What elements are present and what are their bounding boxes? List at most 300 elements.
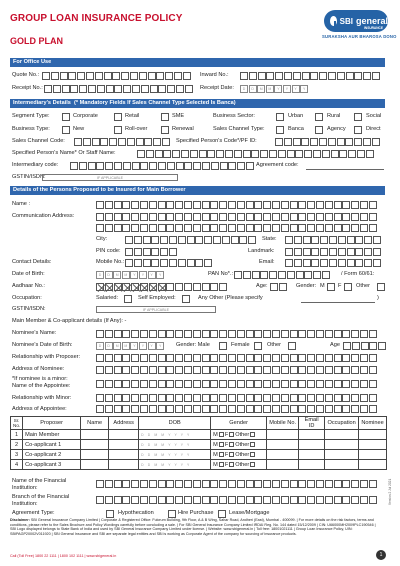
input-cell[interactable] [95, 72, 103, 80]
input-cell[interactable] [193, 201, 201, 209]
input-cell[interactable] [79, 162, 87, 170]
input-cell[interactable] [310, 138, 318, 146]
nominee-female-checkbox[interactable] [254, 342, 262, 350]
input-cell[interactable] [254, 366, 262, 374]
input-cell[interactable] [360, 496, 368, 504]
input-cell[interactable] [334, 224, 342, 232]
input-cell[interactable] [228, 330, 236, 338]
input-cell[interactable] [184, 201, 192, 209]
input-cell[interactable] [122, 405, 130, 413]
input-cell[interactable] [143, 248, 151, 256]
input-cell[interactable] [130, 72, 138, 80]
input-cell[interactable] [360, 480, 368, 488]
input-cell[interactable] [311, 248, 319, 256]
input-cell[interactable] [298, 213, 306, 221]
input-cell[interactable] [337, 138, 345, 146]
date-cell[interactable]: Y [283, 85, 291, 93]
channel-agency-checkbox[interactable] [315, 126, 323, 134]
input-cell[interactable] [149, 213, 157, 221]
sp-code-input[interactable] [275, 138, 381, 146]
input-cell[interactable] [60, 72, 68, 80]
input-cell[interactable] [351, 496, 359, 504]
input-cell[interactable] [296, 271, 304, 279]
input-cell[interactable] [114, 85, 122, 93]
input-cell[interactable] [122, 201, 130, 209]
input-cell[interactable] [125, 259, 133, 267]
input-cell[interactable] [202, 405, 210, 413]
input-cell[interactable] [258, 72, 266, 80]
input-cell[interactable] [272, 366, 280, 374]
input-cell[interactable] [210, 213, 218, 221]
input-cell[interactable] [360, 366, 368, 374]
input-cell[interactable] [252, 271, 260, 279]
row-name-cell[interactable] [81, 450, 109, 460]
input-cell[interactable] [210, 496, 218, 504]
input-cell[interactable] [158, 224, 166, 232]
row-name-cell[interactable] [81, 430, 109, 440]
input-cell[interactable] [342, 496, 350, 504]
input-cell[interactable] [193, 283, 201, 291]
input-cell[interactable] [351, 405, 359, 413]
input-cell[interactable] [355, 259, 363, 267]
aadhaar-masked-cell[interactable] [105, 283, 113, 291]
row-mobile-cell[interactable] [267, 460, 299, 470]
input-cell[interactable] [207, 150, 215, 158]
input-cell[interactable] [228, 380, 236, 388]
input-cell[interactable] [263, 496, 271, 504]
input-cell[interactable] [237, 480, 245, 488]
input-cell[interactable] [228, 201, 236, 209]
input-cell[interactable] [351, 213, 359, 221]
input-cell[interactable] [251, 150, 259, 158]
input-cell[interactable] [193, 394, 201, 402]
input-cell[interactable] [285, 259, 293, 267]
occ-self-checkbox[interactable] [182, 295, 190, 303]
input-cell[interactable] [105, 224, 113, 232]
row-address-cell[interactable] [109, 440, 139, 450]
row-gender-o-box[interactable] [250, 432, 255, 437]
input-cell[interactable] [163, 150, 171, 158]
input-cell[interactable] [156, 72, 164, 80]
receipt-date-input[interactable] [240, 85, 308, 93]
input-cell[interactable] [320, 259, 328, 267]
row-gender-cell[interactable] [211, 460, 267, 470]
input-cell[interactable] [216, 150, 224, 158]
input-cell[interactable] [248, 236, 256, 244]
input-cell[interactable] [70, 162, 78, 170]
input-cell[interactable] [175, 330, 183, 338]
input-cell[interactable] [307, 405, 315, 413]
address-line2-input[interactable] [96, 224, 378, 232]
input-cell[interactable] [369, 330, 377, 338]
input-cell[interactable] [357, 150, 365, 158]
input-cell[interactable] [287, 150, 295, 158]
input-cell[interactable] [316, 496, 324, 504]
input-cell[interactable] [77, 72, 85, 80]
input-cell[interactable] [219, 366, 227, 374]
input-cell[interactable] [272, 213, 280, 221]
input-cell[interactable] [281, 330, 289, 338]
input-cell[interactable] [325, 380, 333, 388]
nominee-other-checkbox[interactable] [288, 342, 296, 350]
channel-banca-checkbox[interactable] [276, 126, 284, 134]
input-cell[interactable] [352, 342, 360, 350]
input-cell[interactable] [169, 259, 177, 267]
input-cell[interactable] [193, 496, 201, 504]
input-cell[interactable] [143, 236, 151, 244]
input-cell[interactable] [175, 405, 183, 413]
input-cell[interactable] [79, 85, 87, 93]
date-cell[interactable]: M [266, 85, 274, 93]
date-cell[interactable]: Y [148, 342, 156, 350]
input-cell[interactable] [114, 405, 122, 413]
input-cell[interactable] [114, 480, 122, 488]
date-cell[interactable]: M [122, 271, 130, 279]
input-cell[interactable] [210, 354, 218, 362]
input-cell[interactable] [278, 271, 286, 279]
input-cell[interactable] [347, 259, 355, 267]
input-cell[interactable] [281, 405, 289, 413]
input-cell[interactable] [149, 354, 157, 362]
input-cell[interactable] [105, 330, 113, 338]
input-cell[interactable] [342, 354, 350, 362]
input-cell[interactable] [228, 405, 236, 413]
input-cell[interactable] [246, 366, 254, 374]
input-cell[interactable] [342, 224, 350, 232]
input-cell[interactable] [96, 480, 104, 488]
input-cell[interactable] [127, 138, 135, 146]
date-cell[interactable]: D [240, 85, 248, 93]
input-cell[interactable] [298, 394, 306, 402]
input-cell[interactable] [272, 201, 280, 209]
pin-input[interactable] [125, 248, 178, 256]
input-cell[interactable] [131, 354, 139, 362]
input-cell[interactable] [342, 213, 350, 221]
input-cell[interactable] [184, 283, 192, 291]
input-cell[interactable] [166, 213, 174, 221]
nominee-address-input[interactable] [96, 366, 378, 374]
input-cell[interactable] [228, 394, 236, 402]
input-cell[interactable] [290, 496, 298, 504]
input-cell[interactable] [369, 342, 377, 350]
input-cell[interactable] [149, 162, 157, 170]
input-cell[interactable] [96, 394, 104, 402]
input-cell[interactable] [140, 162, 148, 170]
row-gender-cell[interactable] [211, 450, 267, 460]
input-cell[interactable] [298, 330, 306, 338]
input-cell[interactable] [346, 72, 354, 80]
input-cell[interactable] [369, 213, 377, 221]
date-cell[interactable]: D [96, 342, 104, 350]
input-cell[interactable] [172, 150, 180, 158]
input-cell[interactable] [228, 366, 236, 374]
input-cell[interactable] [140, 201, 148, 209]
input-cell[interactable] [290, 380, 298, 388]
input-cell[interactable] [351, 380, 359, 388]
input-cell[interactable] [269, 271, 277, 279]
input-cell[interactable] [210, 201, 218, 209]
input-cell[interactable] [263, 366, 271, 374]
input-cell[interactable] [158, 366, 166, 374]
input-cell[interactable] [105, 201, 113, 209]
age-input[interactable] [270, 283, 288, 291]
row-nominee-cell[interactable] [359, 450, 387, 460]
input-cell[interactable] [263, 394, 271, 402]
agreement-code-input[interactable] [306, 169, 384, 170]
input-cell[interactable] [51, 72, 59, 80]
segment-corporate-checkbox[interactable] [62, 113, 70, 121]
input-cell[interactable] [290, 394, 298, 402]
nominee-male-checkbox[interactable] [219, 342, 227, 350]
input-cell[interactable] [105, 354, 113, 362]
input-cell[interactable] [254, 201, 262, 209]
input-cell[interactable] [121, 72, 129, 80]
occ-other-input[interactable] [301, 302, 375, 303]
input-cell[interactable] [158, 394, 166, 402]
input-cell[interactable] [131, 213, 139, 221]
row-occupation-cell[interactable] [325, 450, 359, 460]
input-cell[interactable] [167, 162, 175, 170]
input-cell[interactable] [104, 72, 112, 80]
input-cell[interactable] [361, 342, 369, 350]
input-cell[interactable] [237, 366, 245, 374]
input-cell[interactable] [239, 236, 247, 244]
row-name-cell[interactable] [81, 460, 109, 470]
input-cell[interactable] [96, 213, 104, 221]
input-cell[interactable] [114, 496, 122, 504]
input-cell[interactable] [307, 213, 315, 221]
input-cell[interactable] [106, 85, 114, 93]
input-cell[interactable] [355, 248, 363, 256]
input-cell[interactable] [136, 138, 144, 146]
input-cell[interactable] [140, 394, 148, 402]
input-cell[interactable] [193, 366, 201, 374]
input-cell[interactable] [372, 72, 380, 80]
input-cell[interactable] [213, 236, 221, 244]
input-cell[interactable] [342, 480, 350, 488]
input-cell[interactable] [303, 248, 311, 256]
input-cell[interactable] [334, 496, 342, 504]
row-occupation-cell[interactable] [325, 440, 359, 450]
input-cell[interactable] [202, 283, 210, 291]
fin-branch-input[interactable] [96, 496, 378, 504]
input-cell[interactable] [184, 480, 192, 488]
input-cell[interactable] [369, 380, 377, 388]
input-cell[interactable] [202, 201, 210, 209]
input-cell[interactable] [158, 213, 166, 221]
date-cell[interactable]: D [105, 342, 113, 350]
input-cell[interactable] [329, 248, 337, 256]
input-cell[interactable] [187, 236, 195, 244]
input-cell[interactable] [272, 394, 280, 402]
input-cell[interactable] [254, 213, 262, 221]
input-cell[interactable] [140, 405, 148, 413]
input-cell[interactable] [372, 138, 380, 146]
input-cell[interactable] [334, 354, 342, 362]
input-cell[interactable] [219, 213, 227, 221]
input-cell[interactable] [295, 150, 303, 158]
row-nominee-cell[interactable] [359, 430, 387, 440]
input-cell[interactable] [202, 380, 210, 388]
input-cell[interactable] [114, 354, 122, 362]
channel-direct-checkbox[interactable] [354, 126, 362, 134]
input-cell[interactable] [211, 162, 219, 170]
nominee-age-input[interactable] [343, 342, 387, 350]
input-cell[interactable] [325, 366, 333, 374]
row-occupation-cell[interactable] [325, 460, 359, 470]
input-cell[interactable] [369, 354, 377, 362]
input-cell[interactable] [166, 496, 174, 504]
input-cell[interactable] [329, 236, 337, 244]
row-gender-f-box[interactable] [229, 462, 234, 467]
input-cell[interactable] [246, 394, 254, 402]
input-cell[interactable] [187, 259, 195, 267]
input-cell[interactable] [290, 354, 298, 362]
row-nominee-cell[interactable] [359, 460, 387, 470]
row-address-cell[interactable] [109, 450, 139, 460]
input-cell[interactable] [175, 394, 183, 402]
input-cell[interactable] [298, 480, 306, 488]
input-cell[interactable] [334, 201, 342, 209]
input-cell[interactable] [131, 405, 139, 413]
input-cell[interactable] [373, 259, 381, 267]
input-cell[interactable] [202, 480, 210, 488]
input-cell[interactable] [175, 224, 183, 232]
input-cell[interactable] [278, 150, 286, 158]
aadhaar-masked-cell[interactable] [96, 283, 104, 291]
input-cell[interactable] [290, 201, 298, 209]
input-cell[interactable] [105, 380, 113, 388]
input-cell[interactable] [266, 72, 274, 80]
input-cell[interactable] [260, 271, 268, 279]
input-cell[interactable] [360, 330, 368, 338]
input-cell[interactable] [281, 366, 289, 374]
input-cell[interactable] [254, 330, 262, 338]
input-cell[interactable] [162, 138, 170, 146]
input-cell[interactable] [281, 394, 289, 402]
sector-urban-checkbox[interactable] [276, 113, 284, 121]
row-email-cell[interactable] [299, 460, 325, 470]
input-cell[interactable] [219, 380, 227, 388]
input-cell[interactable] [328, 72, 336, 80]
input-cell[interactable] [298, 380, 306, 388]
input-cell[interactable] [193, 330, 201, 338]
input-cell[interactable] [246, 480, 254, 488]
input-cell[interactable] [316, 201, 324, 209]
input-cell[interactable] [338, 248, 346, 256]
input-cell[interactable] [311, 259, 319, 267]
input-cell[interactable] [169, 236, 177, 244]
input-cell[interactable] [272, 480, 280, 488]
input-cell[interactable] [363, 72, 371, 80]
input-cell[interactable] [234, 150, 242, 158]
input-cell[interactable] [219, 480, 227, 488]
appointee-name-input[interactable] [96, 380, 378, 388]
input-cell[interactable] [316, 354, 324, 362]
input-cell[interactable] [313, 271, 321, 279]
input-cell[interactable] [210, 283, 218, 291]
input-cell[interactable] [184, 213, 192, 221]
input-cell[interactable] [131, 380, 139, 388]
input-cell[interactable] [210, 330, 218, 338]
input-cell[interactable] [290, 213, 298, 221]
input-cell[interactable] [210, 224, 218, 232]
name-input[interactable] [96, 201, 378, 209]
input-cell[interactable] [307, 366, 315, 374]
input-cell[interactable] [338, 259, 346, 267]
input-cell[interactable] [175, 354, 183, 362]
row-gender-m-box[interactable] [219, 442, 224, 447]
row-gender-cell[interactable] [211, 430, 267, 440]
input-cell[interactable] [290, 224, 298, 232]
input-cell[interactable] [220, 162, 228, 170]
input-cell[interactable] [287, 271, 295, 279]
input-cell[interactable] [169, 248, 177, 256]
input-cell[interactable] [202, 366, 210, 374]
input-cell[interactable] [148, 72, 156, 80]
row-gender-f-box[interactable] [229, 442, 234, 447]
sector-social-checkbox[interactable] [354, 113, 362, 121]
input-cell[interactable] [122, 224, 130, 232]
input-cell[interactable] [269, 150, 277, 158]
input-cell[interactable] [307, 480, 315, 488]
input-cell[interactable] [184, 330, 192, 338]
input-cell[interactable] [272, 224, 280, 232]
nominee-dob-input[interactable] [96, 342, 164, 350]
row-address-cell[interactable] [109, 430, 139, 440]
input-cell[interactable] [360, 213, 368, 221]
input-cell[interactable] [325, 480, 333, 488]
type-renewal-checkbox[interactable] [161, 126, 169, 134]
input-cell[interactable] [105, 213, 113, 221]
input-cell[interactable] [202, 213, 210, 221]
input-cell[interactable] [228, 480, 236, 488]
relationship-input[interactable] [96, 354, 378, 362]
date-cell[interactable]: Y [292, 85, 300, 93]
mobile-input[interactable] [125, 259, 213, 267]
input-cell[interactable] [149, 405, 157, 413]
input-cell[interactable] [153, 138, 161, 146]
input-cell[interactable] [144, 138, 152, 146]
input-cell[interactable] [166, 224, 174, 232]
input-cell[interactable] [123, 85, 131, 93]
input-cell[interactable] [166, 283, 174, 291]
gstin-input[interactable]: IF APPLICABLE [42, 174, 178, 181]
input-cell[interactable] [320, 236, 328, 244]
input-cell[interactable] [204, 259, 212, 267]
input-cell[interactable] [193, 380, 201, 388]
input-cell[interactable] [263, 480, 271, 488]
input-cell[interactable] [246, 224, 254, 232]
row-gender-cell[interactable] [211, 440, 267, 450]
input-cell[interactable] [281, 354, 289, 362]
input-cell[interactable] [272, 330, 280, 338]
input-cell[interactable] [158, 85, 166, 93]
input-cell[interactable] [140, 366, 148, 374]
input-cell[interactable] [202, 224, 210, 232]
input-cell[interactable] [325, 330, 333, 338]
input-cell[interactable] [193, 162, 201, 170]
input-cell[interactable] [237, 380, 245, 388]
input-cell[interactable] [342, 201, 350, 209]
row-address-cell[interactable] [109, 460, 139, 470]
input-cell[interactable] [246, 405, 254, 413]
input-cell[interactable] [254, 496, 262, 504]
input-cell[interactable] [193, 480, 201, 488]
input-cell[interactable] [149, 496, 157, 504]
input-cell[interactable] [193, 213, 201, 221]
row-gender-o-box[interactable] [250, 442, 255, 447]
